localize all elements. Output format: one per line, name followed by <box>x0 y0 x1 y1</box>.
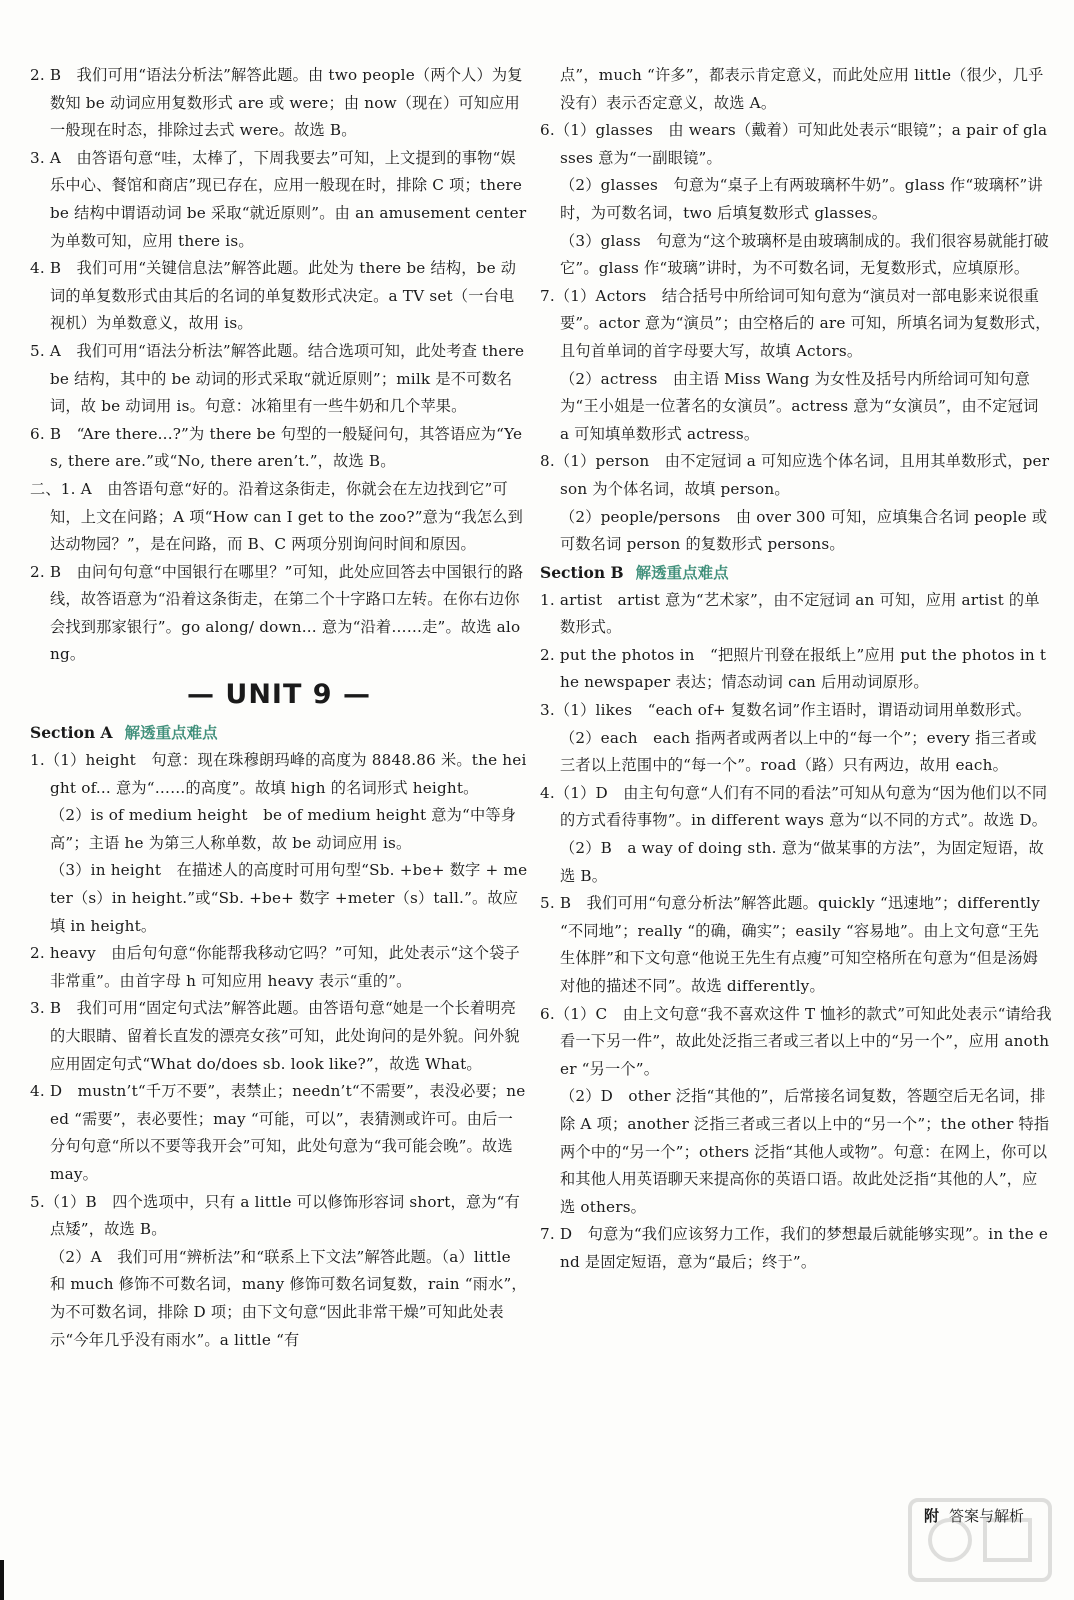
answer-item: 4.（1）D 由主句句意“人们有不同的看法”可知从句意为“因为他们以不同的方式看待事物”。in different ways 意为“以不同的方式”。故选 D。 <box>540 783 1048 830</box>
answer-item: 1.（1）height 句意：现在珠穆朗玛峰的高度为 8848.86 米。the height of... 意为“……的高度”。故填 high 的名词形式 height。 <box>30 751 527 797</box>
answer-item: 2. B 我们可用“语法分析法”解答此题。由 two people（两个人）为复数知 be 动词应用复数形式 are 或 were；由 now（现在）可知应用一般现在时态，排除过去式 were。故选 B。 <box>30 66 523 140</box>
left-column <box>30 62 528 1354</box>
answer-item: 6.（1）glasses 由 wears（戴着）可知此处表示“眼镜”；a pair of glasses 意为“一副眼镜”。 <box>540 121 1048 167</box>
answer-item: 4. B 我们可用“关键信息法”解答此题。此处为 there be 结构，be 动词的单复数形式由其后的名词的单复数形式决定。a TV set（一台电视机）为单数意义，故用 is。 <box>30 259 517 333</box>
answer-item: （2）is of medium height be of medium height 意为“中等身高”；主语 he 为第三人称单数，故 be 动词应用 is。 <box>50 806 517 852</box>
answer-item: 6.（1）C 由上文句意“我不喜欢这件 T 恤衫的款式”可知此处表示“请给我看一下另一件”，故此处泛指三者或三者以上中的“另一个”，应用 another “另一个”。 <box>540 1004 1052 1078</box>
answer-item: （2）actress 由主语 Miss Wang 为女性及括号内所给词可知句意为“王小姐是一位著名的女演员”。actress 意为“女演员”，由不定冠词 a 可知填单数形式 actress。 <box>560 369 1039 443</box>
section-heading <box>540 559 1052 587</box>
answer-item: 4. D mustn’t“千万不要”，表禁止；needn’t“不需要”，表没必要；need “需要”，表必要性；may “可能，可以”，表猜测或许可。由后一分句句意“所以不要等我开会”可知，此处句意为“我可能会晚”。故选 may。 <box>30 1082 526 1183</box>
answer-item: 1. artist artist 意为“艺术家”，由不定冠词 an 可知，应用 artist 的单数形式。 <box>540 590 1040 637</box>
answer-item: 6. B “Are there...?”为 there be 句型的一般疑问句，其答语应为“Yes, there are.”或“No, there aren’t.”，故选 B。 <box>30 424 523 471</box>
answer-item: 3. A 由答语句意“哇，太棒了，下周我要去”可知，上文提到的事物“娱乐中心、餐馆和商店”现已存在，应用一般现在时，排除 C 项；there be 结构中谓语动词 be 采取“就近原则”。由 an amusement center 为单数可知，应用 there is。 <box>30 148 527 250</box>
section-subtitle: 解透重点难点 <box>124 723 218 743</box>
corner-mark <box>0 1560 4 1600</box>
answer-item: 3. B 我们可用“固定句式法”解答此题。由答语句意“她是一个长着明亮的大眼睛、留着长直发的漂亮女孩”可知，此处询问的是外貌。问外貌应用固定句式“What do/does sb. look like?”，故选 What。 <box>30 999 520 1073</box>
answer-item: 5.（1）B 四个选项中，只有 a little 可以修饰形容词 short，意为“有点矮”，故选 B。 <box>30 1192 521 1239</box>
answer-item: 7. D 句意为“我们应该努力工作，我们的梦想最后就能够实现”。in the end 是固定短语，意为“最后；终于”。 <box>540 1225 1049 1271</box>
answer-item: 8.（1）person 由不定冠词 a 可知应选个体名词，且用其单数形式，person 为个体名词，故填 person。 <box>540 452 1050 498</box>
footer-answers-label: 答案与解析 <box>948 1507 1024 1525</box>
answer-item: （3）in height 在描述人的高度时可用句型“Sb. +be+ 数字 + meter（s）in height.”或“Sb. +be+ 数字 +meter（s）tall.”。故应填 in height。 <box>50 861 528 935</box>
answer-item: 2. B 由问句句意“中国银行在哪里？”可知，此处应回答去中国银行的路线，故答语意为“沿着这条街走，在第二个十字路口左转。在你右边你会找到那家银行”。go along/ down... 意为“沿着……走”。故选 along。 <box>30 562 524 664</box>
answer-item: （3）glass 句意为“这个玻璃杯是由玻璃制成的。我们很容易就能打破它”。glass 作“玻璃”讲时，为不可数名词，无复数形式，应填原形。 <box>560 231 1049 278</box>
answer-item: （2）glasses 句意为“桌子上有两玻璃杯牛奶”。glass 作“玻璃杯”讲时，为可数名词，two 后填复数形式 glasses。 <box>560 176 1043 222</box>
answer-item: 二、1. A 由答语句意“好的。沿着这条街走，你就会在左边找到它”可知，上文在问路；A 项“How can I get to the zoo?”意为“我怎么到达动物园？”，是在问路，而 B、C 两项分别询问时间和原因。 <box>30 479 523 554</box>
section-label: Section B <box>540 562 624 582</box>
answer-item: （2）each each 指两者或两者以上中的“每一个”；every 指三者或三者以上范围中的“每一个”。road（路）只有两边，故用 each。 <box>560 728 1037 775</box>
answer-item: （2）D other 泛指“其他的”，后常接名词复数，答题空后无名词，排除 A 项；another 泛指三者或三者以上中的“另一个”；the other 特指两个中的“另一个”；others 泛指“其他人或物”。句意：在网上，你可以和其他人用英语聊天来提高你的英语口语。故此处泛指“其他的人”，应选 others。 <box>560 1087 1050 1216</box>
answer-item: 5. A 我们可用“语法分析法”解答此题。结合选项可知，此处考查 there be 结构，其中的 be 动词的形式采取“就近原则”；milk 是不可数名词，故 be 动词用 is。句意：冰箱里有一些牛奶和几个苹果。 <box>30 341 525 416</box>
answer-item: 5. B 我们可用“句意分析法”解答此题。quickly “迅速地”；differently “不同地”；really “的确，确实”；easily “容易地”。由上文句意“王先生体胖”和下文句意“他说王先生有点瘦”可知空格所在句意为“但是汤姆对他的描述不同”。故选 differently。 <box>540 894 1041 995</box>
answer-item: （2）people/persons 由 over 300 可知，应填集合名词 people 或可数名词 person 的复数形式 persons。 <box>560 507 1048 554</box>
answer-item: （2）B a way of doing sth. 意为“做某事的方法”，为固定短语，故选 B。 <box>560 839 1044 885</box>
unit-heading: — UNIT 9 — <box>187 679 371 711</box>
section-subtitle: 解透重点难点 <box>635 562 729 582</box>
answer-item: （2）A 我们可用“辨析法”和“联系上下文法”解答此题。（a）little 和 much 修饰不可数名词，many 修饰可数名词复数，rain “雨水”，为不可数名词，排除 D 项；由下文句意“因此非常干燥”可知此处表示“今年几乎没有雨水”。a little “有 <box>50 1247 527 1349</box>
watermark-logo <box>900 1490 1060 1590</box>
answer-item: 2. put the photos in “把照片刊登在报纸上”应用 put the photos in the newspaper 表达；情态动词 can 后用动词原形。 <box>540 645 1047 692</box>
answer-item: 7.（1）Actors 结合括号中所给词可知句意为“演员对一部电影来说很重要”。actor 意为“演员”；由空格后的 are 可知，所填名词为复数形式，且句首单词的首字母要大写，故填 Actors。 <box>540 286 1051 360</box>
section-label: Section A <box>30 723 113 743</box>
right-column <box>540 62 1052 1277</box>
section-heading <box>30 719 528 747</box>
footer-appendix: 附 <box>923 1507 939 1525</box>
answer-item: 2. heavy 由后句句意“你能帮我移动它吗？”可知，此处表示“这个袋子非常重”。由首字母 h 可知应用 heavy 表示“重的”。 <box>30 944 520 990</box>
answer-item: 点”，much “许多”，都表示肯定意义，而此处应用 little（很少，几乎没有）表示否定意义，故选 A。 <box>560 66 1044 112</box>
answer-item: 3.（1）likes “each of+ 复数名词”作主语时，谓语动词用单数形式。 <box>540 701 1032 720</box>
